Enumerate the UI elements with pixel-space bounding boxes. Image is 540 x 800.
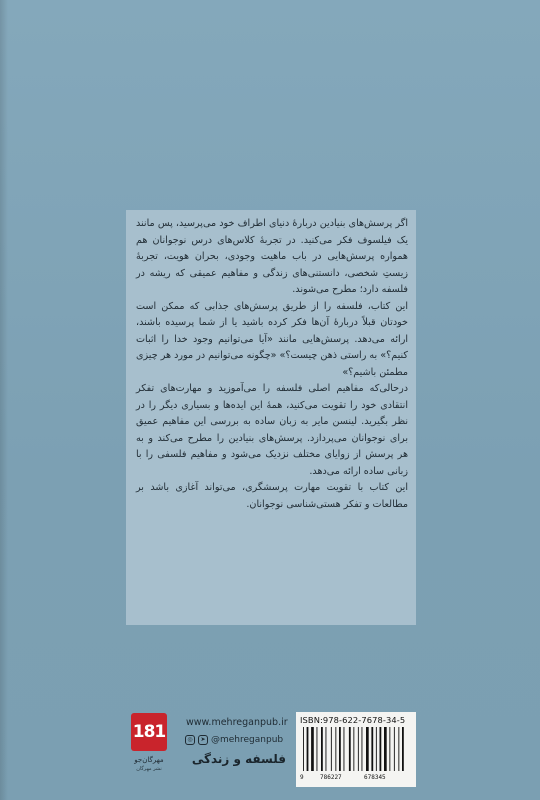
- blurb-paragraph-2: این کتاب، فلسفه را از طریق پرسش‌های جذابی که ممکن است خودتان قبلاً دربارهٔ آن‌ها فکر کرده باشید یا از شما پرسیده باشند، ارائه می‌دهد. پرسش‌هایی مانند «آیا می‌توانیم وجود خدا را اثبات کنیم؟» به راستی ذهن چیست؟» «چگونه می‌توانیم در مورد هر چیزی مطمئن باشیم؟»: [136, 300, 408, 378]
- publisher-subtitle: نشر مهرگان: [136, 766, 162, 772]
- blurb-paragraph-4: این کتاب با تقویت مهارت پرسشگری، می‌تواند آغازی باشد بر مطالعات و تفکر هستی‌شناسی نوجوانان.: [136, 482, 408, 510]
- barcode-group-2: 678345: [364, 774, 386, 781]
- barcode-numbers: [300, 774, 412, 784]
- spine-shadow: [0, 0, 8, 800]
- barcode-group-1: 786227: [320, 774, 342, 781]
- isbn-text: ISBN:978-622-7678-34-5: [300, 715, 406, 725]
- social-row: [185, 733, 288, 747]
- blurb-text: [136, 216, 408, 513]
- publisher-logo-mark: 181: [132, 722, 166, 742]
- blurb-paragraph-1: اگر پرسش‌های بنیادین دربارهٔ دنیای اطراف خود می‌پرسید، پس مانند یک فیلسوف فکر می‌کنید. در تجربهٔ کلاس‌های درس نوجوانان هم همواره پرسش‌هایی در باب ماهیت وجودی، بحران هویت، تجربهٔ زیستِ شخصی، دانستنی‌های زندگی و مفاهیم عمیقی که ریشه در فلسفه دارد؛ مطرح می‌شوند.: [136, 218, 408, 295]
- instagram-icon: ◎: [185, 735, 195, 745]
- series-title: فلسفه و زندگی: [191, 752, 286, 766]
- blurb-paragraph-3: درحالی‌که مفاهیم اصلی فلسفه را می‌آموزید و مهارت‌های تفکر انتقادی خود را تقویت می‌کنید، همهٔ این ایده‌ها و بسیاری دیگر را در نظر بگیرید. لینسن مایر به زبان ساده به بررسی این مفاهیم عمیق برای نوجوانان می‌پردازد. پرسش‌های بنیادین را مطرح می‌کند و به هر پرسش از زوایای مختلف نزدیک می‌شود و مفاهیم فلسفی را با زبانی ساده ارائه می‌دهد.: [136, 383, 408, 477]
- publisher-name: مهرگان‌جو: [134, 756, 164, 764]
- publisher-logo: [131, 713, 167, 751]
- telegram-icon: ➤: [198, 735, 208, 745]
- barcode-lead-digit: 9: [300, 774, 304, 781]
- social-handle: @mehreganpub: [211, 735, 284, 745]
- barcode: [302, 727, 410, 771]
- website-url: www.mehreganpub.ir: [186, 717, 288, 728]
